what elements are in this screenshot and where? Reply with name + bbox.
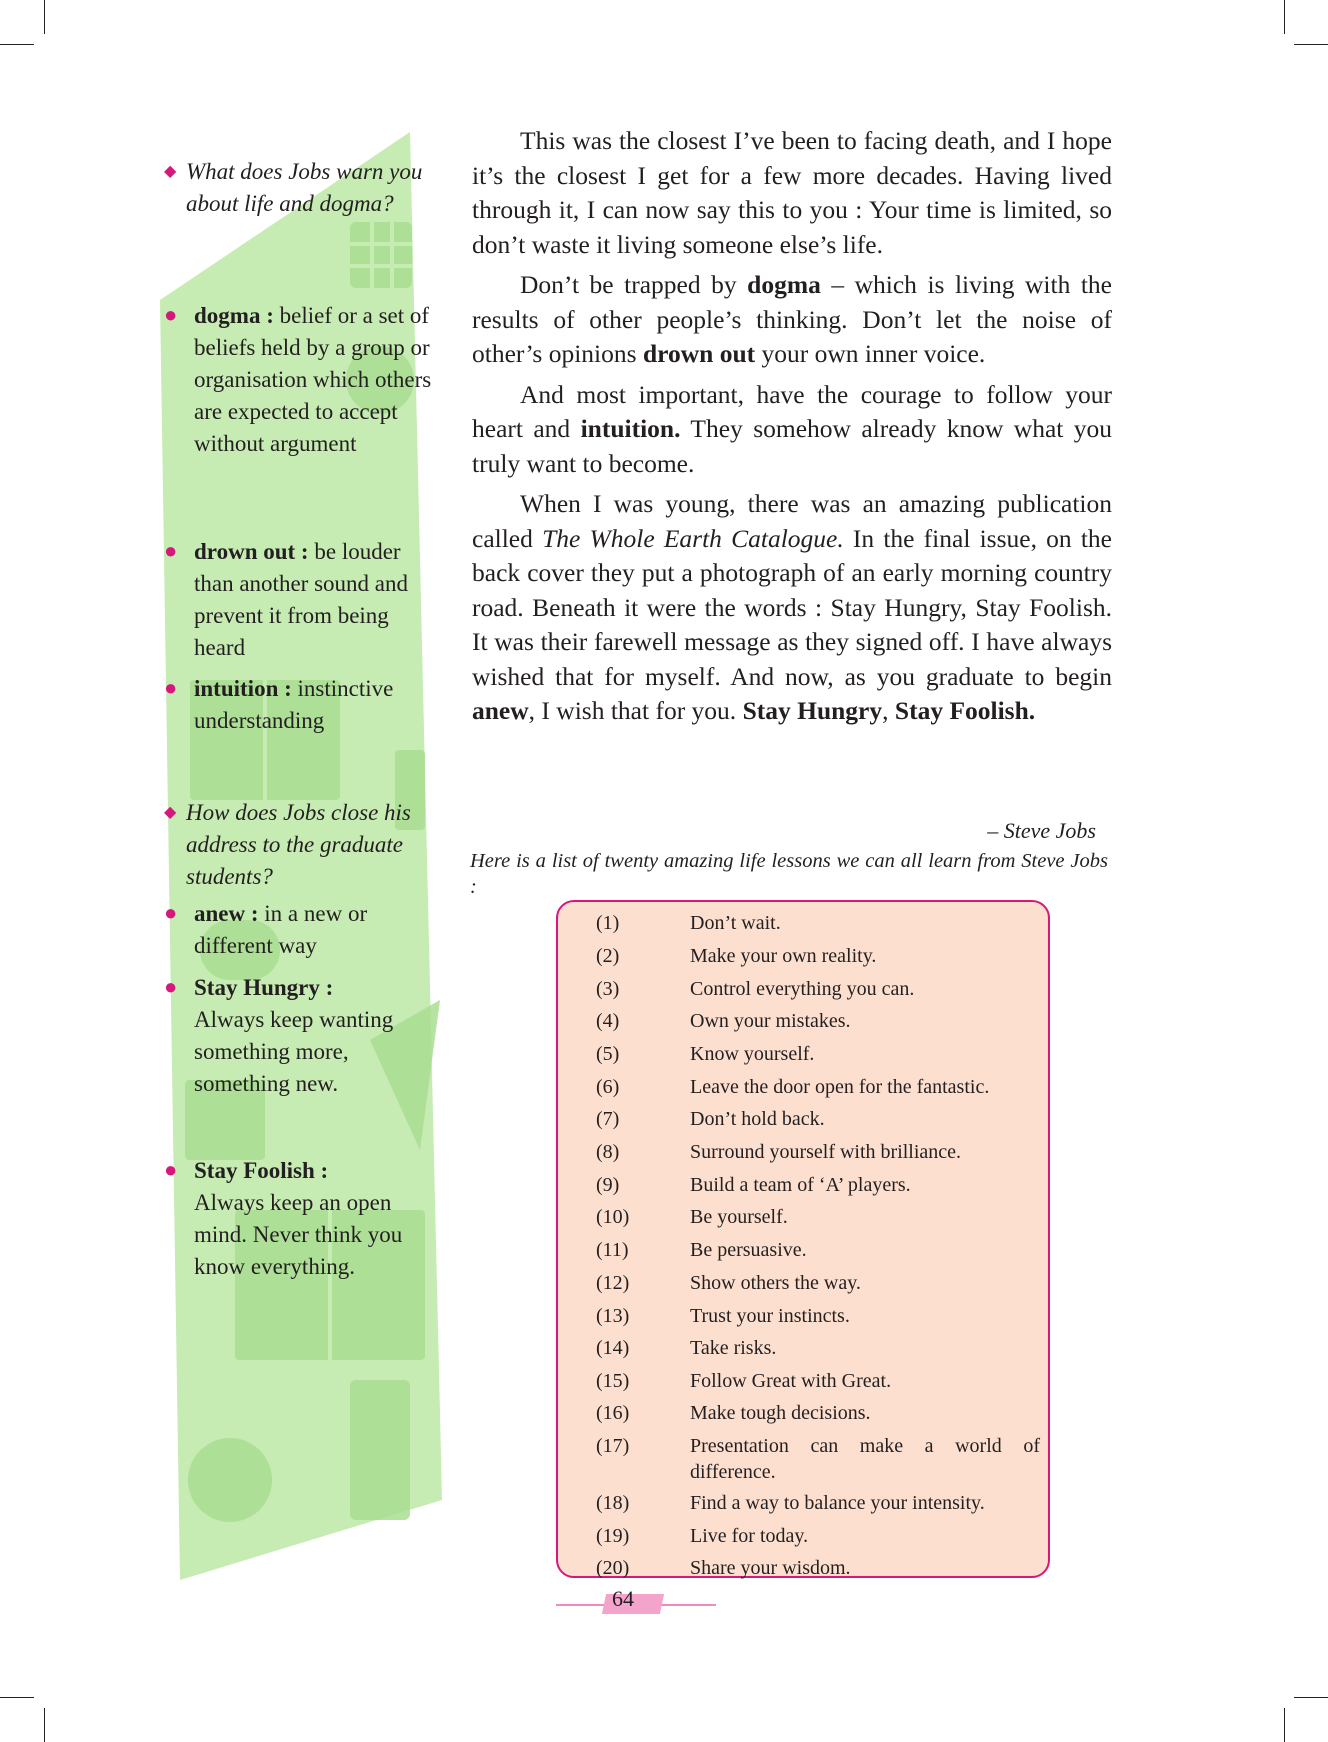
- glossary-term: dogma :: [194, 303, 274, 328]
- lesson-number: (16): [596, 1402, 630, 1424]
- lesson-text: Don’t wait.: [690, 912, 781, 934]
- paragraph: [472, 378, 1112, 482]
- glossary-term: intuition :: [194, 676, 292, 701]
- paragraph: [472, 487, 1112, 729]
- lesson-number: (18): [596, 1492, 630, 1514]
- lesson-number: (17): [596, 1435, 630, 1457]
- glossary-item: [160, 1155, 410, 1283]
- text-run: Don’t be trapped by: [520, 270, 748, 299]
- text-run: When I was young, there was an amazing publication called: [472, 489, 1112, 553]
- lesson-text: Share your wisdom.: [690, 1557, 851, 1579]
- lesson-number: (13): [596, 1305, 630, 1327]
- glossary-item: [160, 972, 410, 1100]
- sidebar-question: [160, 156, 430, 220]
- lesson-number: (20): [596, 1557, 630, 1579]
- glossary-definition: in a new or different way: [194, 901, 368, 958]
- glossary-term: Stay Hungry :: [194, 975, 334, 1000]
- calculator-icon: [350, 222, 412, 288]
- lesson-text: Leave the door open for the fantastic.: [690, 1076, 990, 1098]
- lesson-number: (8): [596, 1141, 620, 1163]
- bold-term: Stay Foolish.: [894, 696, 1036, 725]
- bold-term: anew: [472, 696, 529, 725]
- lesson-text: Trust your instincts.: [690, 1305, 850, 1327]
- lesson-text: Own your mistakes.: [690, 1010, 851, 1032]
- sidebar-question: [160, 797, 430, 893]
- bullet-icon: ●: [164, 974, 178, 999]
- glossary-definition: Always keep an open mind. Never think you know everything.: [194, 1190, 403, 1279]
- diamond-bullet-icon: ◆: [164, 163, 177, 180]
- main-text: [472, 124, 1112, 735]
- signature: – Steve Jobs: [987, 818, 1096, 843]
- bullet-icon: ●: [164, 1157, 178, 1182]
- lessons-box: [556, 900, 1050, 1578]
- lesson-number: (12): [596, 1272, 630, 1294]
- page-number: 64: [612, 1586, 634, 1611]
- glossary-definition: Always keep wanting something more, something new.: [194, 1007, 394, 1096]
- glossary-item: [160, 673, 450, 737]
- glossary-item: [160, 300, 435, 460]
- lesson-number: (11): [596, 1239, 629, 1261]
- lesson-number: (9): [596, 1174, 620, 1196]
- text-run: , I wish that for you.: [528, 696, 743, 725]
- glossary-definition: be louder than another sound and prevent it from being heard: [194, 539, 408, 660]
- lesson-number: (7): [596, 1108, 620, 1130]
- glossary-item: [160, 898, 435, 962]
- lesson-text: Be persuasive.: [690, 1239, 807, 1261]
- lesson-number: (1): [596, 912, 620, 934]
- lesson-text: Make your own reality.: [690, 945, 877, 967]
- lesson-number: (6): [596, 1076, 620, 1098]
- diamond-bullet-icon: ◆: [164, 804, 177, 821]
- text-run: ,: [882, 696, 895, 725]
- list-intro: Here is a list of twenty amazing life lessons we can all learn from Steve Jobs :: [470, 850, 1108, 898]
- text-run: They somehow already know what you truly want to become.: [472, 414, 1112, 478]
- lesson-number: (4): [596, 1010, 620, 1032]
- glossary-term: Stay Foolish :: [194, 1158, 329, 1183]
- lesson-text: Know yourself.: [690, 1043, 815, 1065]
- bold-term: intuition.: [580, 414, 681, 443]
- lesson-number: (19): [596, 1525, 630, 1547]
- glossary-item: [160, 536, 435, 664]
- text-run: your own inner voice.: [755, 339, 986, 368]
- lesson-number: (3): [596, 978, 620, 1000]
- question-text: What does Jobs warn you about life and dogma?: [186, 159, 423, 216]
- lesson-number: (14): [596, 1337, 630, 1359]
- glossary-term: anew :: [194, 901, 259, 926]
- lesson-text: Surround yourself with brilliance.: [690, 1141, 962, 1163]
- globe-icon: [188, 1438, 272, 1522]
- glossary-definition: belief or a set of beliefs held by a group or organisation which others are expected to accept without argument: [194, 303, 432, 456]
- hourglass-icon: [350, 1380, 410, 1520]
- lesson-text: Make tough decisions.: [690, 1402, 871, 1424]
- bold-term: dogma: [747, 270, 821, 299]
- question-text: How does Jobs close his address to the graduate students?: [186, 800, 411, 889]
- text-run: And most important, have the courage to follow your heart and: [472, 379, 1112, 443]
- glossary-term: drown out :: [194, 539, 309, 564]
- lesson-number: (5): [596, 1043, 620, 1065]
- bullet-icon: ●: [164, 538, 178, 563]
- lesson-text: Presentation can make a world of difference.: [690, 1435, 1040, 1483]
- lesson-text: Find a way to balance your intensity.: [690, 1492, 985, 1514]
- italic-title: The Whole Earth Catalogue.: [542, 523, 844, 553]
- lesson-text: Live for today.: [690, 1525, 809, 1547]
- bold-term: Stay Hungry: [742, 696, 883, 725]
- lesson-number: (10): [596, 1206, 630, 1228]
- lesson-text: Follow Great with Great.: [690, 1370, 892, 1392]
- bullet-icon: ●: [164, 675, 178, 700]
- text-run: In the final issue, on the back cover they put a photograph of an early morning country road. Beneath it were the words : Stay Hungry, Stay Foolish. It was their farewell message as they signed off. I have always wished that for myself. And now, as you graduate to begin: [472, 523, 1113, 691]
- lesson-text: Be yourself.: [690, 1206, 788, 1228]
- text-run: – which is living with the results of other people’s thinking. Don’t let the noise of other’s opinions: [472, 270, 1112, 368]
- lesson-text: Don’t hold back.: [690, 1108, 825, 1130]
- bullet-icon: ●: [164, 302, 178, 327]
- lesson-text: Build a team of ‘A’ players.: [690, 1174, 911, 1196]
- lesson-number: (15): [596, 1370, 630, 1392]
- lesson-text: Control everything you can.: [690, 978, 915, 1000]
- paragraph: This was the closest I’ve been to facing death, and I hope it’s the closest I get for a few more decades. Having lived through it, I can now say this to you : Your time is limited, so don’t waste it living someone else’s life.: [472, 126, 1112, 259]
- bold-term: drown out: [642, 339, 756, 368]
- paragraph: [472, 268, 1112, 372]
- glossary-definition: instinctive understanding: [194, 676, 394, 733]
- lesson-text: Show others the way.: [690, 1272, 861, 1294]
- lesson-text: Take risks.: [690, 1337, 777, 1359]
- bullet-icon: ●: [164, 900, 178, 925]
- lesson-number: (2): [596, 945, 620, 967]
